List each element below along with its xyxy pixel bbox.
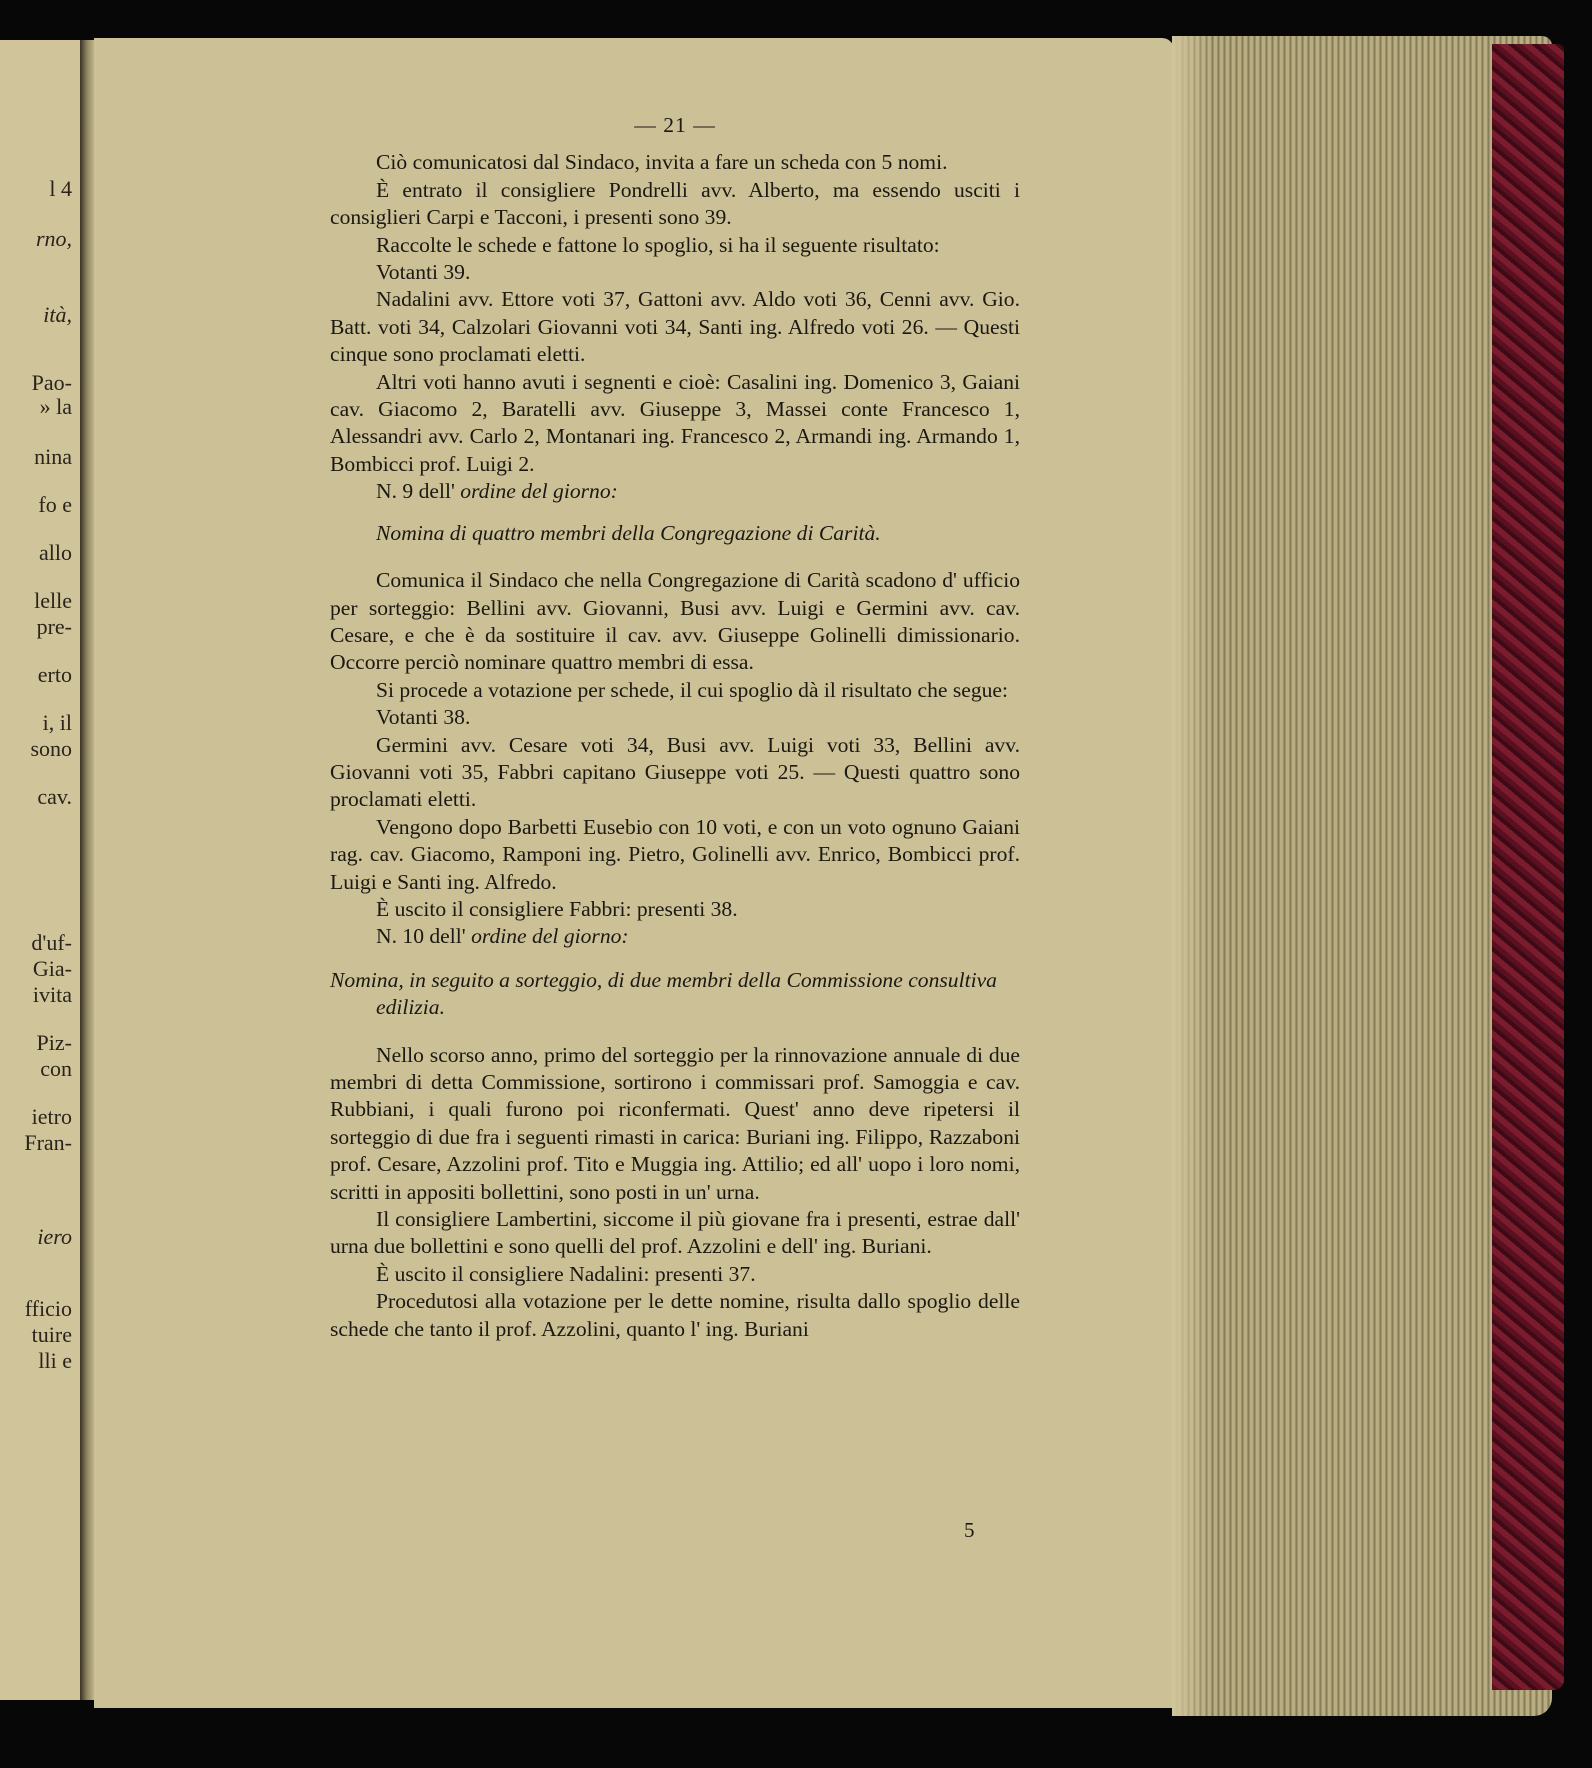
- margin-fragment: ivita: [32, 982, 72, 1007]
- agenda-label: ordine del giorno:: [471, 924, 629, 949]
- margin-fragment: fficio: [24, 1296, 72, 1321]
- paragraph: Nello scorso anno, primo del sorteggio per la rinnovazione annuale di due membri di detta Commissione, sortirono i commissari prof. Samoggia e cav. Rubbiani, i quali furono poi riconfermati. Quest' anno deve ripetersi il sorteggio di due fra i seguenti rimasti in carica: Buriani ing. Filippo, Razzaboni prof. Cesare, Azzolini prof. Tito e Muggia ing. Attilio; ed all' uopo i loro nomi, scritti in appositi bollettini, sono posti in un' urna.: [330, 1042, 1020, 1204]
- page-text: [330, 112, 1020, 1343]
- margin-fragment: Pao-: [31, 370, 72, 395]
- margin-fragment: iero: [37, 1224, 72, 1249]
- paragraph: Si procede a votazione per schede, il cui spoglio dà il risultato che segue:: [376, 677, 1009, 702]
- paragraph: Procedutosi alla votazione per le dette nomine, risulta dallo spoglio delle schede che tanto il prof. Azzolini, quanto l' ing. Buriani: [330, 1289, 1020, 1341]
- margin-fragment: pre-: [36, 614, 72, 639]
- paragraph: Il consigliere Lambertini, siccome il più giovane fra i presenti, estrae dall' urna due bollettini e sono quelli del prof. Azzolini e dell' ing. Buriani.: [330, 1207, 1020, 1259]
- margin-fragment: ità,: [43, 302, 72, 327]
- paragraph: Ciò comunicatosi dal Sindaco, invita a fare un scheda con 5 nomi.: [376, 150, 948, 175]
- margin-fragment: rno,: [35, 226, 72, 251]
- margin-fragment: d'uf-: [31, 930, 72, 955]
- margin-fragment: erto: [37, 662, 72, 687]
- section-heading: Nomina, in seguito a sorteggio, di due membri della Commissione consultiva edilizia.: [330, 967, 997, 1020]
- book-cover: [1492, 44, 1564, 1690]
- margin-fragment: Piz-: [36, 1030, 72, 1055]
- margin-fragment: i, il: [42, 710, 72, 735]
- margin-fragment: lelle: [34, 588, 72, 613]
- signature-mark: 5: [964, 1518, 975, 1542]
- page-number: — 21 —: [634, 113, 716, 137]
- margin-fragment: » la: [39, 394, 72, 419]
- margin-fragment: cav.: [37, 784, 72, 809]
- book-gutter: [80, 40, 94, 1700]
- paragraph: È uscito il consigliere Nadalini: presenti 37.: [376, 1261, 756, 1286]
- agenda-item: [330, 923, 1020, 950]
- previous-page-edge: [0, 40, 83, 1700]
- paragraph: È uscito il consigliere Fabbri: presenti 38.: [376, 896, 738, 921]
- margin-fragment: Gia-: [32, 956, 72, 981]
- paragraph: Germini avv. Cesare voti 34, Busi avv. Luigi voti 33, Bellini avv. Giovanni voti 35, Fabbri capitano Giuseppe voti 25. — Questi quattro sono proclamati eletti.: [330, 732, 1020, 812]
- paragraph: Nadalini avv. Ettore voti 37, Gattoni avv. Aldo voti 36, Cenni avv. Gio. Batt. voti 34, Calzolari Giovanni voti 34, Santi ing. Alfredo voti 26. — Questi cinque sono proclamati eletti.: [330, 287, 1020, 367]
- section-heading: Nomina di quattro membri della Congregazione di Carità.: [376, 520, 881, 545]
- paragraph: Votanti 39.: [376, 260, 471, 285]
- agenda-item: [330, 478, 1020, 505]
- margin-fragment: allo: [39, 540, 72, 565]
- agenda-number: N. 9 dell': [376, 479, 455, 504]
- paragraph: Vengono dopo Barbetti Eusebio con 10 voti, e con un voto ognuno Gaiani rag. cav. Giacomo, Ramponi ing. Pietro, Golinelli avv. Enrico, Bombicci prof. Luigi e Santi ing. Alfredo.: [330, 814, 1020, 894]
- paragraph: È entrato il consigliere Pondrelli avv. Alberto, ma essendo usciti i consiglieri Carpi e Tacconi, i presenti sono 39.: [330, 177, 1020, 230]
- margin-fragment: tuire: [31, 1322, 72, 1347]
- margin-fragment: Fran-: [24, 1130, 72, 1155]
- paragraph: Comunica il Sindaco che nella Congregazione di Carità scadono d' ufficio per sorteggio: Bellini avv. Giovanni, Busi avv. Luigi e Germini avv. cav. Cesare, e che è da sostituire il cav. avv. Giuseppe Golinelli dimissionario. Occorre perciò nominare quattro membri di essa.: [330, 568, 1020, 675]
- paragraph: Votanti 38.: [376, 705, 471, 730]
- margin-fragment: lli e: [38, 1348, 72, 1373]
- margin-fragment: nina: [34, 444, 72, 469]
- margin-fragment: ietro: [31, 1104, 72, 1129]
- margin-fragment: sono: [30, 736, 72, 761]
- margin-fragment: l 4: [49, 176, 72, 201]
- margin-fragment: fo e: [38, 492, 72, 517]
- paragraph: Raccolte le schede e fattone lo spoglio, si ha il seguente risultato:: [376, 232, 940, 257]
- paragraph: Altri voti hanno avuti i segnenti e cioè: Casalini ing. Domenico 3, Gaiani cav. Giacomo 2, Baratelli avv. Giuseppe 3, Massei conte Francesco 1, Alessandri avv. Carlo 2, Montanari ing. Francesco 2, Armandi ing. Armando 1, Bombicci prof. Luigi 2.: [330, 369, 1020, 476]
- agenda-number: N. 10 dell': [376, 924, 466, 949]
- margin-fragment: con: [40, 1056, 72, 1081]
- agenda-label: ordine del giorno:: [460, 479, 618, 504]
